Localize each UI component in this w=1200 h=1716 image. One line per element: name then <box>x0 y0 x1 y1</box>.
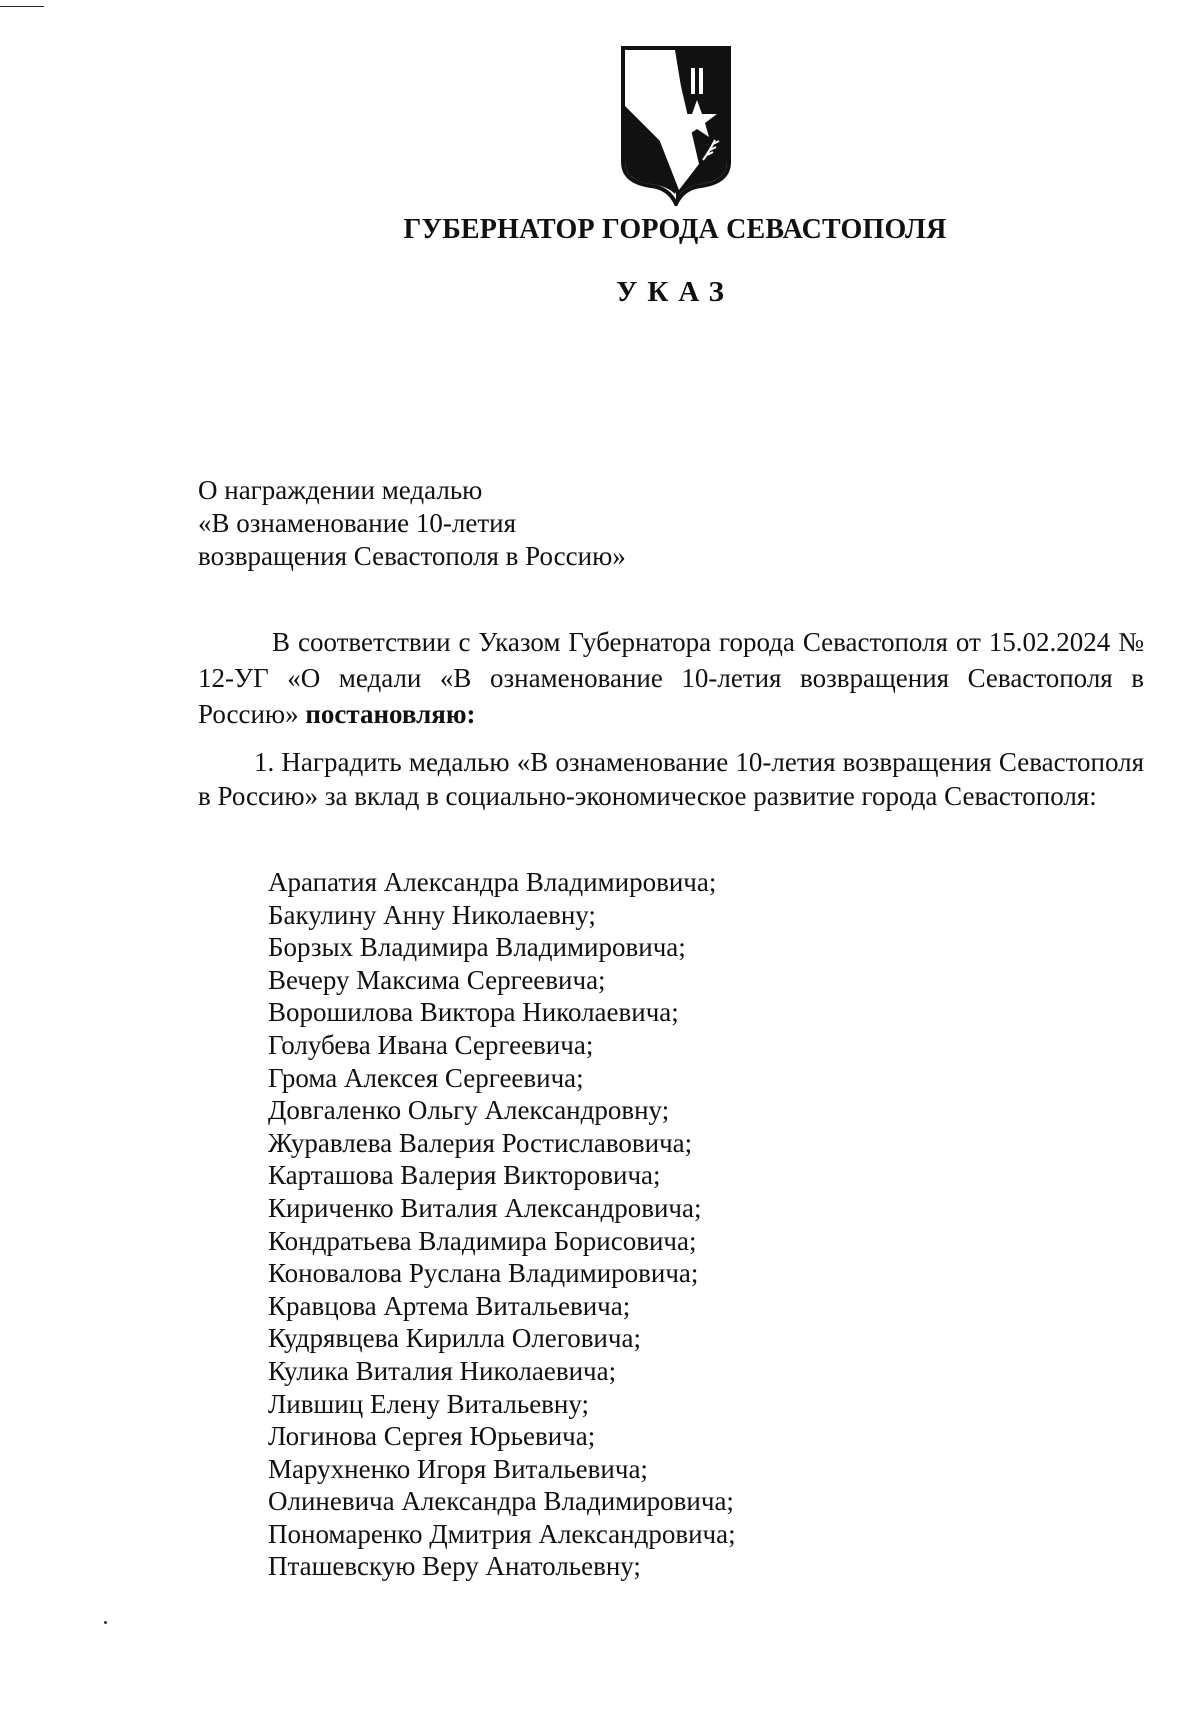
recipient-item: Олиневича Александра Владимировича; <box>268 1486 734 1517</box>
subject-line-2: «В ознаменование 10-летия <box>198 508 517 538</box>
decree-subject <box>198 474 626 573</box>
recipient-item: Пономаренко Дмитрия Александровича; <box>268 1518 736 1549</box>
recipient-item: Кондратьева Владимира Борисовича; <box>268 1225 697 1256</box>
recipient-item: Довгаленко Ольгу Александровну; <box>268 1095 670 1126</box>
recipient-item: Карташова Валерия Викторовича; <box>268 1160 661 1191</box>
recipient-item: Арапатия Александра Владимировича; <box>268 867 717 897</box>
recipient-item: Пташевскую Веру Анатольевну; <box>268 1551 641 1582</box>
recipient-item: Коновалова Руслана Владимировича; <box>268 1258 699 1289</box>
preamble-paragraph <box>198 624 1144 732</box>
subject-line-3: возвращения Севастополя в Россию» <box>198 541 626 571</box>
document-type: УКАЗ <box>616 276 734 308</box>
recipient-item: Кулика Виталия Николаевича; <box>268 1355 617 1386</box>
recipient-item: Логинова Сергея Юрьевича; <box>268 1421 596 1452</box>
issuing-authority: ГУБЕРНАТОР ГОРОДА СЕВАСТОПОЛЯ <box>403 214 947 245</box>
preamble-text: В соответствии с Указом Губернатора города Севастополя от 15.02.2024 № 12-УГ «О медали «В ознаменование 10-летия возвращения Севастополя в Россию» <box>198 627 1144 729</box>
recipient-item: Голубева Ивана Сергеевича; <box>268 1029 594 1060</box>
recipient-item: Лившиц Елену Витальевну; <box>268 1388 590 1419</box>
subject-line-1: О награждении медалью <box>198 475 483 505</box>
recipient-item: Кравцова Артема Витальевича; <box>268 1290 631 1321</box>
preamble-verb: постановляю: <box>305 699 476 729</box>
recipient-item: Вечеру Максима Сергеевича; <box>268 964 606 995</box>
recipient-item: Грома Алексея Сергеевича; <box>268 1062 584 1093</box>
sevastopol-coat-of-arms-icon <box>617 44 735 206</box>
recipient-item: Кудрявцева Кирилла Олеговича; <box>268 1323 641 1354</box>
clause-1: 1. Наградить медалью «В ознаменование 10-летия возвращения Севастополя в Россию» за вклад в социально-экономическое развитие города Севастополя: <box>198 747 1144 811</box>
recipient-item: Борзых Владимира Владимировича; <box>268 932 686 963</box>
recipient-item: Ворошилова Виктора Николаевича; <box>268 997 679 1028</box>
scan-speck <box>104 1621 107 1624</box>
recipient-item: Бакулину Анну Николаевну; <box>268 899 596 930</box>
scan-corner-mark <box>0 0 44 7</box>
recipient-list <box>268 866 736 1583</box>
recipient-item: Кириченко Виталия Александровича; <box>268 1192 702 1223</box>
recipient-item: Марухненко Игоря Витальевича; <box>268 1453 648 1484</box>
recipient-item: Журавлева Валерия Ростиславовича; <box>268 1127 693 1158</box>
